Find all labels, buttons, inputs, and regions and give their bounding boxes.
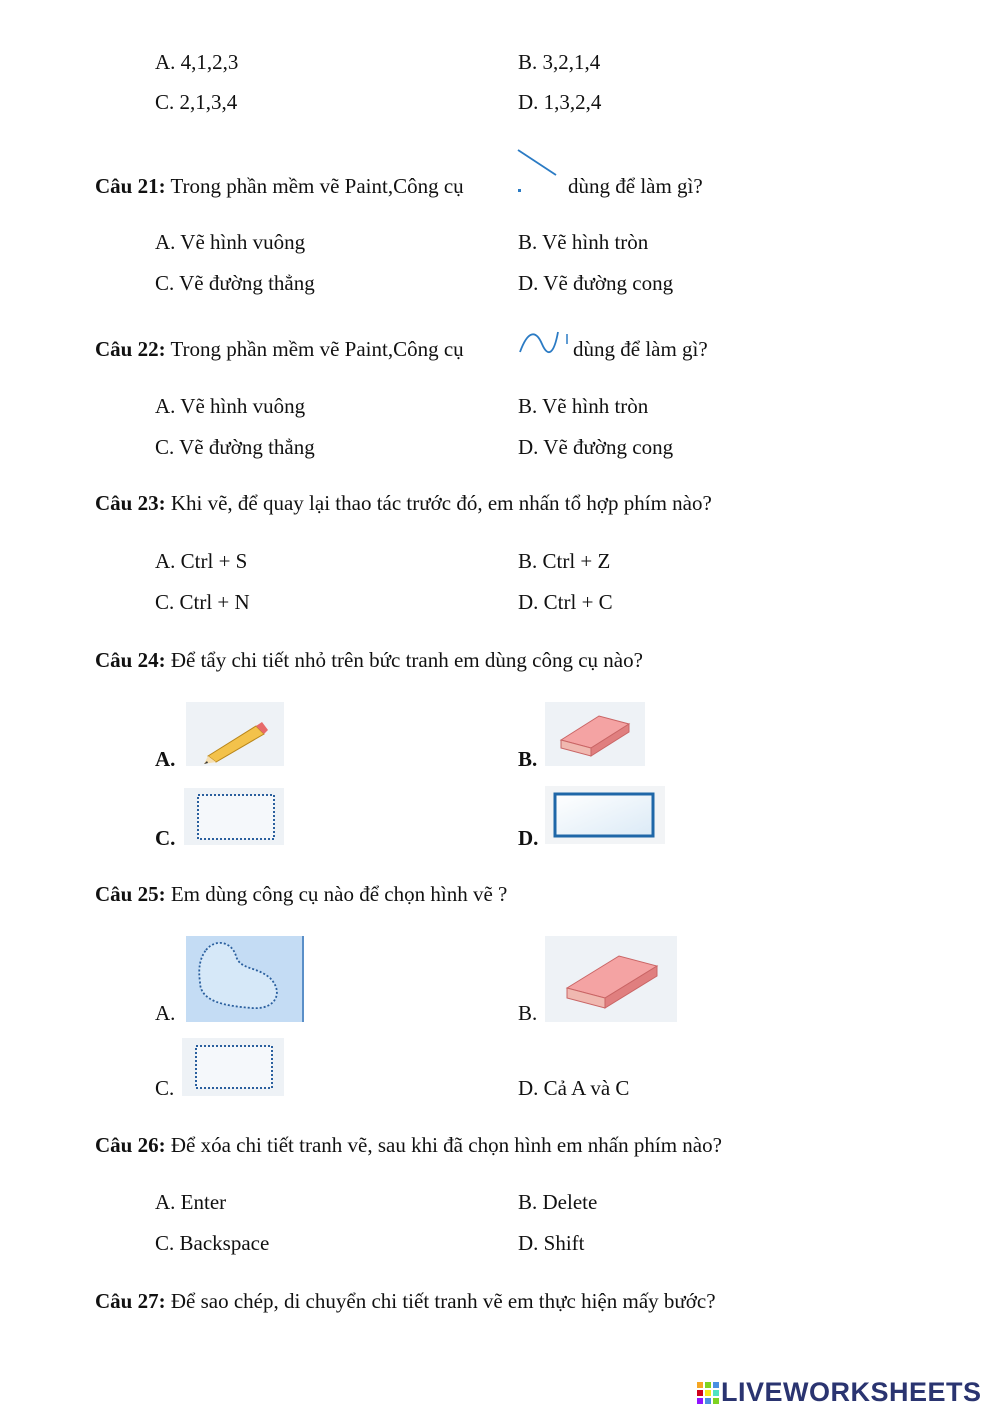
q22-option-a: A. Vẽ hình vuông [155,394,306,418]
question-label: Câu 22: [95,337,166,361]
rectangular-select-icon [184,788,284,845]
q24-option-c: C. [155,826,176,850]
q24-option-d: D. [518,826,539,850]
q21-option-a: A. Vẽ hình vuông [155,230,306,254]
q25-option-b: B. [518,1001,538,1025]
question-label: Câu 23: [95,491,166,515]
rectangular-select-icon [182,1038,284,1096]
free-form-select-icon [186,936,304,1022]
q25-option-c: C. [155,1076,175,1100]
question-text: Em dùng công cụ nào để chọn hình vẽ ? [170,882,508,906]
question-text: Khi vẽ, để quay lại thao tác trước đó, em nhấn tổ hợp phím nào? [170,491,712,515]
liveworksheets-logo-icon [697,1382,719,1404]
top-option-c: C. 2,1,3,4 [155,90,238,114]
top-option-b: B. 3,2,1,4 [518,50,601,74]
question-label: Câu 21: [95,174,166,198]
question-label: Câu 27: [95,1289,166,1313]
question-24 [95,648,643,673]
question-text: Trong phần mềm vẽ Paint,Công cụ [170,174,464,198]
q23-option-d: D. Ctrl + C [518,590,613,614]
q26-option-b: B. Delete [518,1190,598,1214]
question-23 [95,491,712,516]
eraser-icon [545,702,645,766]
q24-option-a: A. [155,747,176,771]
q26-option-d: D. Shift [518,1231,585,1255]
q21-option-c: C. Vẽ đường thẳng [155,271,315,295]
q22-option-d: D. Vẽ đường cong [518,435,674,459]
q23-option-b: B. Ctrl + Z [518,549,611,573]
q26-option-c: C. Backspace [155,1231,270,1255]
question-label: Câu 25: [95,882,166,906]
q21-option-d: D. Vẽ đường cong [518,271,674,295]
q23-option-c: C. Ctrl + N [155,590,250,614]
question-22 [95,337,464,362]
top-option-d: D. 1,3,2,4 [518,90,602,114]
question-27 [95,1289,716,1314]
question-text: Để xóa chi tiết tranh vẽ, sau khi đã chọn hình em nhấn phím nào? [170,1133,722,1157]
logo-text: LIVEWORKSHEETS [721,1377,982,1407]
q21-option-b: B. Vẽ hình tròn [518,230,649,254]
question-text: Để sao chép, di chuyển chi tiết tranh vẽ em thực hiện mấy bước? [170,1289,716,1313]
q25-option-d: D. Cả A và C [518,1076,630,1100]
q22-option-c: C. Vẽ đường thẳng [155,435,315,459]
question-text: Trong phần mềm vẽ Paint,Công cụ [170,337,464,361]
q25-option-a: A. [155,1001,176,1025]
question-26 [95,1133,722,1158]
curve-tool-icon [514,326,570,360]
eraser-icon [545,936,677,1022]
question-21 [95,174,464,199]
q24-option-b: B. [518,747,538,771]
question-label: Câu 24: [95,648,166,672]
question-text: Để tẩy chi tiết nhỏ trên bức tranh em dùng công cụ nào? [170,648,643,672]
rectangle-shape-icon [545,786,665,844]
line-tool-icon [512,145,564,195]
question-25 [95,882,507,907]
q22-option-b: B. Vẽ hình tròn [518,394,649,418]
liveworksheets-logo[interactable] [697,1377,982,1408]
q26-option-a: A. Enter [155,1190,227,1214]
top-option-a: A. 4,1,2,3 [155,50,239,74]
q23-option-a: A. Ctrl + S [155,549,248,573]
question-text-after: dùng để làm gì? [568,174,703,198]
question-text-after: dùng để làm gì? [573,337,708,361]
pencil-icon [186,702,284,766]
question-label: Câu 26: [95,1133,166,1157]
